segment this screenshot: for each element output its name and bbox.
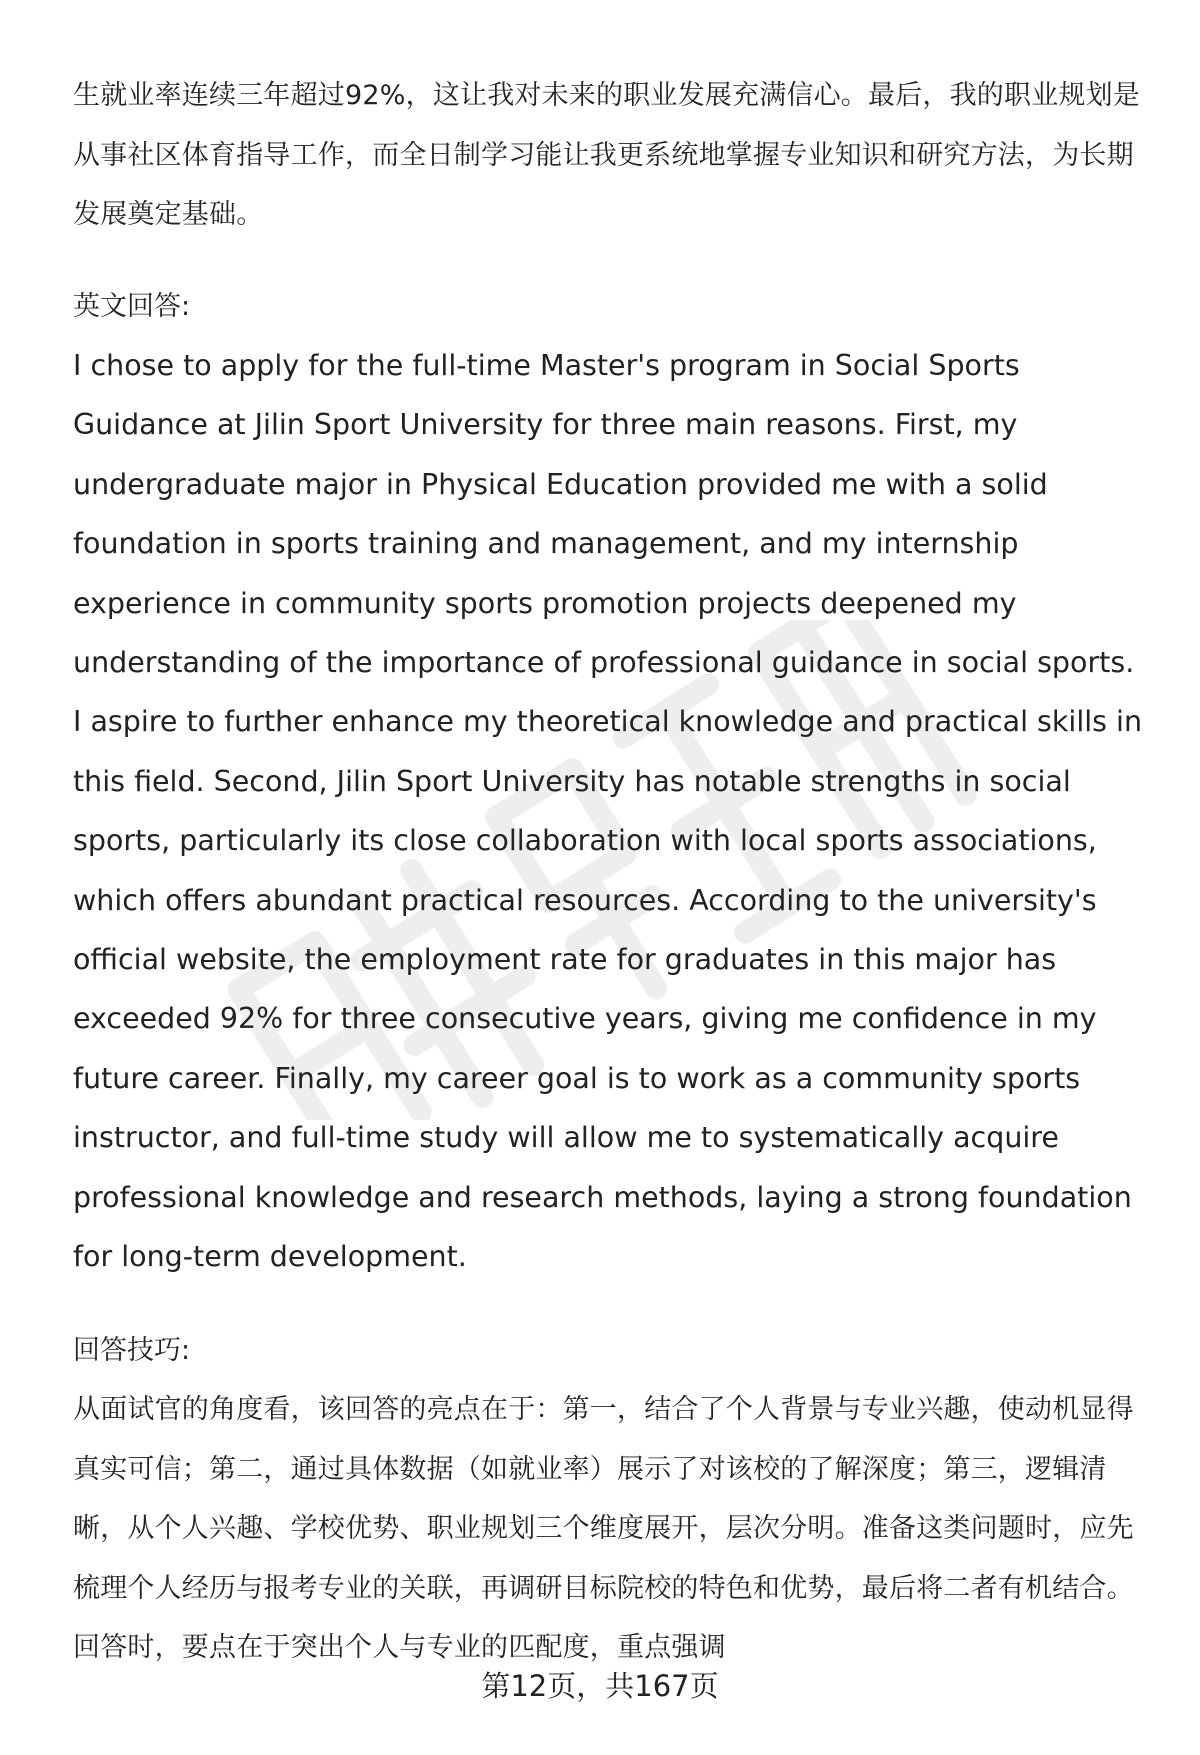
answer-tips-body: 从面试官的角度看，该回答的亮点在于：第一，结合了个人背景与专业兴趣，使动机显得真实可信；第二，通过具体数据（如就业率）展示了对该校的了解深度；第三，逻辑清晰，从个人兴趣、学校优势、职业规划三个维度展开，层次分明。准备这类问题时，应先梳理个人经历与报考专业的关联，再调研目标院校的特色和优势，最后将二者有机结合。回答时，要点在于突出个人与专业的匹配度，重点强调 xyxy=(73,1394,1134,1663)
answer-tips-heading: 回答技巧: xyxy=(73,1334,191,1366)
page-number-footer: 第12页，共167页 xyxy=(481,1669,719,1703)
page-content xyxy=(73,66,1145,1678)
section-spacer xyxy=(73,245,1145,277)
english-answer-body: I chose to apply for the full-time Master's program in Social Sports Guidance at Jilin Sport University for three main reasons. First, my undergraduate major in Physical Education provided me with a solid foundation in sports training and management, and my internship experience in community sports promotion projects deepened my understanding of the importance of professional guidance in social sports. I aspire to further enhance my theoretical knowledge and practical skills in this field. Second, Jilin Sport University has notable strengths in social sports, particularly its close collaboration with local sports associations, which offers abundant practical resources. According to the university's official website, the employment rate for graduates in this major has exceeded 92% for three consecutive years, giving me confidence in my future career. Finally, my career goal is to work as a community sports instructor, and full-time study will allow me to systematically acquire professional knowledge and research methods, laying a strong foundation for long-term development. xyxy=(73,349,1143,1274)
intro-paragraph: 生就业率连续三年超过92%，这让我对未来的职业发展充满信心。最后，我的职业规划是从事社区体育指导工作，而全日制学习能让我更系统地掌握专业知识和研究方法，为长期发展奠定基础。 xyxy=(73,80,1141,230)
section-spacer xyxy=(73,1287,1145,1321)
english-answer-heading: 英文回答: xyxy=(73,290,191,322)
